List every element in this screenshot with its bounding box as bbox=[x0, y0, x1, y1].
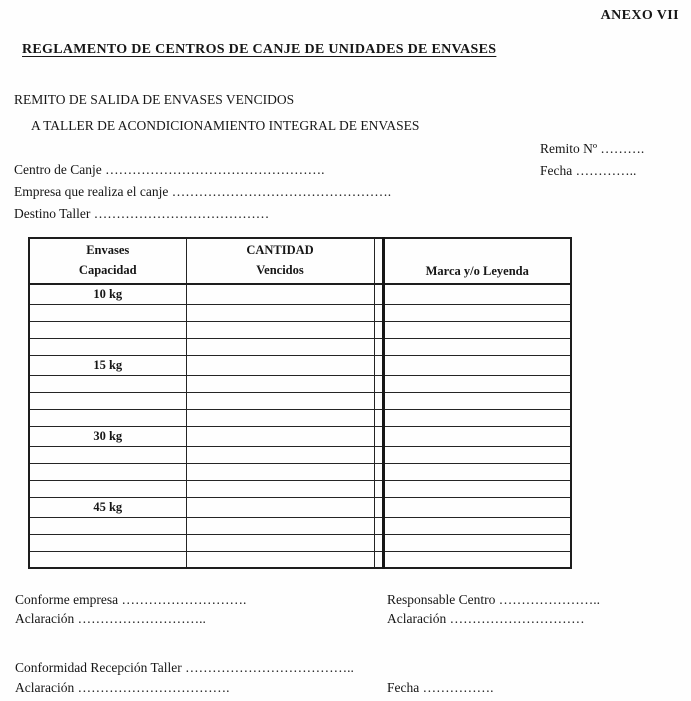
centro-canje-field: Centro de Canje …………………………………………. bbox=[14, 162, 325, 177]
capacity-cell bbox=[29, 446, 186, 463]
spacer-cell bbox=[374, 463, 383, 480]
cantidad-cell bbox=[186, 426, 374, 446]
responsable-centro-field: Responsable Centro ………………….. bbox=[387, 592, 600, 607]
fecha-field: Fecha ………….. bbox=[540, 163, 637, 178]
capacity-cell bbox=[29, 480, 186, 497]
remito-number-field: Remito Nº ………. bbox=[540, 141, 645, 156]
cantidad-cell bbox=[186, 338, 374, 355]
cantidad-cell bbox=[186, 321, 374, 338]
table-row bbox=[29, 446, 571, 463]
spacer-cell bbox=[374, 497, 383, 517]
remito-heading: REMITO DE SALIDA DE ENVASES VENCIDOS bbox=[14, 92, 295, 107]
cantidad-cell bbox=[186, 497, 374, 517]
capacity-cell bbox=[29, 375, 186, 392]
spacer-column-header bbox=[374, 238, 383, 284]
spacer-cell bbox=[374, 409, 383, 426]
marca-cell bbox=[383, 338, 571, 355]
capacity-header-line1: Envases bbox=[86, 243, 130, 258]
marca-cell bbox=[383, 284, 571, 304]
spacer-cell bbox=[374, 426, 383, 446]
table-row bbox=[29, 409, 571, 426]
table-row bbox=[29, 480, 571, 497]
cantidad-cell bbox=[186, 409, 374, 426]
marca-cell bbox=[383, 304, 571, 321]
capacity-cell bbox=[29, 392, 186, 409]
spacer-cell bbox=[374, 284, 383, 304]
fecha-recepcion-field: Fecha ……………. bbox=[387, 680, 494, 695]
capacity-header-line2: Capacidad bbox=[78, 262, 137, 277]
capacity-cell: 10 kg bbox=[29, 284, 186, 304]
capacity-cell bbox=[29, 304, 186, 321]
table-row bbox=[29, 463, 571, 480]
capacity-cell bbox=[29, 338, 186, 355]
marca-cell bbox=[383, 480, 571, 497]
quantity-header-line2: Vencidos bbox=[256, 262, 304, 277]
table-row bbox=[29, 551, 571, 568]
cantidad-cell bbox=[186, 551, 374, 568]
table-row bbox=[29, 426, 571, 446]
marca-cell bbox=[383, 392, 571, 409]
marca-cell bbox=[383, 517, 571, 534]
capacity-cell bbox=[29, 463, 186, 480]
marca-cell bbox=[383, 375, 571, 392]
envases-table-body bbox=[29, 284, 571, 568]
table-row bbox=[29, 321, 571, 338]
marca-cell bbox=[383, 446, 571, 463]
marca-cell bbox=[383, 321, 571, 338]
spacer-cell bbox=[374, 392, 383, 409]
table-row bbox=[29, 284, 571, 304]
spacer-cell bbox=[374, 338, 383, 355]
table-row bbox=[29, 355, 571, 375]
capacity-cell: 30 kg bbox=[29, 426, 186, 446]
spacer-cell bbox=[374, 355, 383, 375]
taller-heading: A TALLER DE ACONDICIONAMIENTO INTEGRAL DE ENVASES bbox=[31, 118, 420, 133]
cantidad-cell bbox=[186, 392, 374, 409]
cantidad-cell bbox=[186, 534, 374, 551]
annex-label: ANEXO VII bbox=[600, 8, 679, 23]
spacer-cell bbox=[374, 517, 383, 534]
spacer-cell bbox=[374, 375, 383, 392]
capacity-cell bbox=[29, 321, 186, 338]
marca-cell bbox=[383, 463, 571, 480]
marca-cell bbox=[383, 551, 571, 568]
spacer-cell bbox=[374, 480, 383, 497]
conformidad-recepcion-field: Conformidad Recepción Taller ……………………………….. bbox=[15, 660, 354, 675]
table-row bbox=[29, 534, 571, 551]
capacity-cell: 45 kg bbox=[29, 497, 186, 517]
destino-taller-field: Destino Taller ………………………………… bbox=[14, 206, 270, 221]
cantidad-cell bbox=[186, 517, 374, 534]
cantidad-cell bbox=[186, 480, 374, 497]
spacer-cell bbox=[374, 534, 383, 551]
capacity-cell: 15 kg bbox=[29, 355, 186, 375]
marca-cell bbox=[383, 409, 571, 426]
cantidad-cell bbox=[186, 284, 374, 304]
marca-cell bbox=[383, 426, 571, 446]
capacity-column-header bbox=[29, 238, 186, 284]
quantity-column-header bbox=[186, 238, 374, 284]
page-title: REGLAMENTO DE CENTROS DE CANJE DE UNIDADES DE ENVASES bbox=[22, 42, 497, 57]
table-row bbox=[29, 392, 571, 409]
cantidad-cell bbox=[186, 375, 374, 392]
capacity-cell bbox=[29, 534, 186, 551]
marca-cell bbox=[383, 497, 571, 517]
aclaracion-centro-field: Aclaración ………………………… bbox=[387, 611, 585, 626]
capacity-cell bbox=[29, 551, 186, 568]
spacer-cell bbox=[374, 321, 383, 338]
table-row bbox=[29, 375, 571, 392]
cantidad-cell bbox=[186, 355, 374, 375]
table-row bbox=[29, 338, 571, 355]
quantity-header-line1: CANTIDAD bbox=[246, 243, 314, 258]
brand-column-header: Marca y/o Leyenda bbox=[383, 238, 571, 284]
table-row bbox=[29, 304, 571, 321]
cantidad-cell bbox=[186, 463, 374, 480]
marca-cell bbox=[383, 355, 571, 375]
spacer-cell bbox=[374, 551, 383, 568]
envases-table bbox=[28, 237, 572, 569]
cantidad-cell bbox=[186, 446, 374, 463]
spacer-cell bbox=[374, 446, 383, 463]
capacity-cell bbox=[29, 517, 186, 534]
marca-cell bbox=[383, 534, 571, 551]
cantidad-cell bbox=[186, 304, 374, 321]
aclaracion-taller-field: Aclaración ……………………………. bbox=[15, 680, 230, 695]
capacity-cell bbox=[29, 409, 186, 426]
table-header-row bbox=[29, 238, 571, 284]
conforme-empresa-field: Conforme empresa ………………………. bbox=[15, 592, 247, 607]
spacer-cell bbox=[374, 304, 383, 321]
table-row bbox=[29, 497, 571, 517]
table-row bbox=[29, 517, 571, 534]
aclaracion-empresa-field: Aclaración ……………………….. bbox=[15, 611, 206, 626]
empresa-canje-field: Empresa que realiza el canje …………………………………………. bbox=[14, 184, 392, 199]
